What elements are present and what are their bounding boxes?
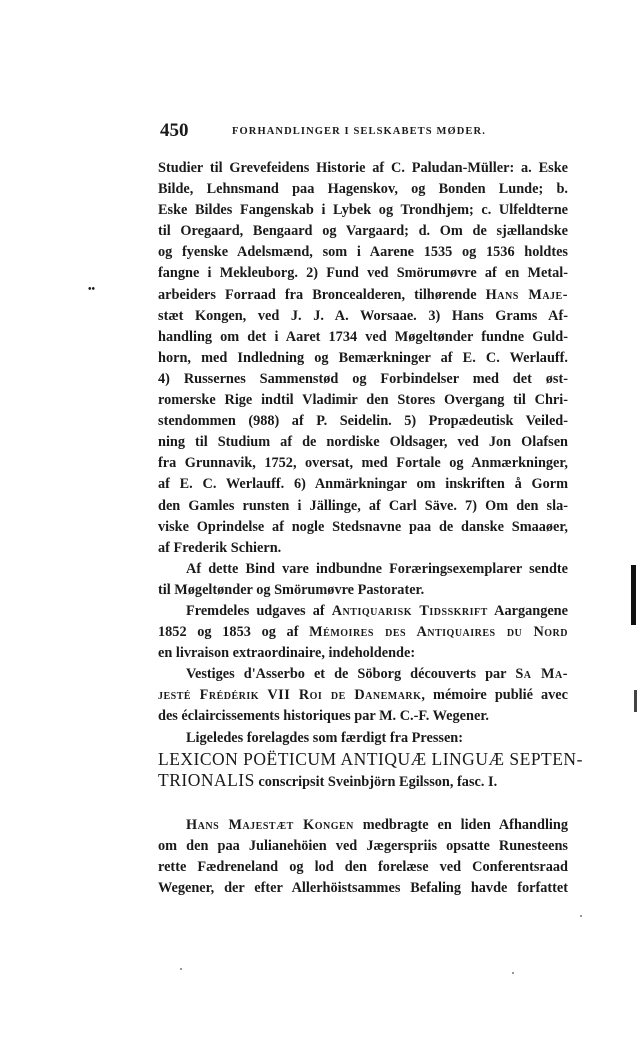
text-line: 4) Russernes Sammenstød og Forbindelser med det øst- — [158, 370, 568, 387]
margin-mark: •• — [88, 284, 96, 295]
paragraph-lexicon — [158, 748, 583, 793]
text-run: Fremdeles udgaves af — [186, 602, 332, 619]
text-line — [158, 285, 568, 306]
text-line: af E. C. Werlauff. 6) Anmärkningar om inskriften å Gorm — [158, 476, 568, 493]
text-line: til Møgeltønder og Smörumøvre Pastorater. — [158, 581, 425, 598]
running-head — [160, 120, 570, 142]
smallcaps-run: Mémoires des Antiquaires du Nord — [309, 624, 569, 641]
text-line: Eske Bildes Fangenskab i Lybek og Trondhjem; c. Ulfeldterne — [158, 202, 568, 219]
text-line: af Frederik Schiern. — [158, 539, 282, 556]
text-line: stæt Kongen, ved J. J. A. Worsaae. 3) Hans Grams Af- — [158, 307, 568, 324]
text-line: des éclaircissements historiques par M. C.-F. Wegener. — [158, 708, 489, 725]
smallcaps-run: Hans Maje- — [485, 286, 568, 303]
text-line: om den paa Julianehöien ved Jægerspriis opsatte Runesteens — [158, 837, 568, 854]
text-line: ning til Studium af de nordiske Oldsager, ved Jon Olafsen — [158, 434, 568, 451]
paragraph-contents — [158, 158, 568, 559]
text-run: conscripsit Sveinbjörn Egilsson, fasc. I. — [254, 773, 498, 790]
text-line: den Gamles runsten i Jällinge, af Carl Säve. 7) Om den sla- — [158, 497, 568, 514]
body-text — [158, 158, 583, 899]
text-run: 1852 og 1853 og af — [158, 624, 310, 641]
text-run: arbeiders Forraad fra Broncealderen, tilhørende — [158, 286, 486, 303]
text-line: LEXICON POËTICUM ANTIQUÆ LINGUÆ SEPTEN- — [158, 748, 583, 769]
paragraph-from-press — [158, 728, 568, 749]
text-line — [158, 622, 568, 643]
paragraph-further-published — [158, 601, 568, 664]
paragraph-presentation-copies — [158, 559, 568, 601]
paragraph-vestiges — [158, 664, 568, 727]
smallcaps-run: Hans Majestæt Kongen — [186, 816, 354, 833]
text-line: romerske Rige indtil Vladimir den Stores Overgang til Chri- — [158, 392, 568, 409]
text-line: og fyenske Adelsmænd, som i Aarene 1535 og 1536 holdtes — [158, 244, 568, 261]
text-line: handling om det i Aaret 1734 ved Møgeltønder fundne Guld- — [158, 328, 568, 345]
paper-speck — [512, 972, 514, 974]
text-run: medbragte en liden Afhandling — [353, 816, 568, 833]
paragraph-king-treatise — [158, 815, 568, 899]
page-edge-mark — [634, 690, 637, 712]
text-line: til Oregaard, Bengaard og Vargaard; d. Om de sjællandske — [158, 223, 568, 240]
text-run: , mémoire publié avec — [421, 687, 568, 704]
smallcaps-run: Antiquarisk Tidsskrift — [331, 602, 488, 619]
text-line: viske Oprindelse af nogle Stedsnavne paa de danske Smaaøer, — [158, 518, 568, 535]
running-title: FORHANDLINGER I SELSKABETS MØDER. — [232, 126, 486, 137]
text-line — [158, 601, 568, 622]
text-run: Vestiges d'Asserbo et de Söborg découverts par — [186, 666, 516, 683]
text-line — [158, 815, 568, 836]
text-line — [158, 770, 568, 793]
text-line: Bilde, Lehnsmand paa Hagenskov, og Bonden Lunde; b. — [158, 181, 568, 198]
paper-speck — [180, 968, 182, 970]
text-line: horn, med Indledning og Bemærkninger af E. C. Werlauff. — [158, 349, 568, 366]
page-edge-mark — [631, 565, 636, 625]
text-line — [158, 664, 568, 685]
text-line: Studier til Grevefeidens Historie af C. Paludan-Müller: a. Eske — [158, 160, 568, 176]
large-run: TRIONALIS — [158, 769, 255, 790]
smallcaps-run: Sa Ma- — [515, 666, 568, 683]
text-line: en livraison extraordinaire, indeholdende: — [158, 645, 416, 662]
paper-speck — [580, 915, 582, 917]
text-line: Ligeledes forelagdes som færdigt fra Pressen: — [186, 729, 464, 746]
text-run: Aargangene — [487, 602, 568, 619]
text-line: rette Fædreneland og lod den forelæse ved Conferentsraad — [158, 859, 568, 875]
text-line: Wegener, der efter Allerhöistsammes Befaling havde forfattet — [158, 880, 568, 897]
text-line: Af dette Bind vare indbundne Foræringsexemplarer sendte — [186, 560, 568, 577]
text-line: fra Grunnavik, 1752, oversat, med Fortale og Anmærkninger, — [158, 455, 568, 472]
smallcaps-run: jesté Frédérik VII Roi de Danemark — [158, 687, 422, 704]
text-line: stendommen (988) af P. Seidelin. 5) Propædeutisk Veiled- — [158, 413, 568, 430]
text-line: fangne i Mekleuborg. 2) Fund ved Smörumøvre af en Metal- — [158, 265, 568, 282]
text-line — [158, 685, 568, 706]
page-number: 450 — [160, 120, 189, 141]
